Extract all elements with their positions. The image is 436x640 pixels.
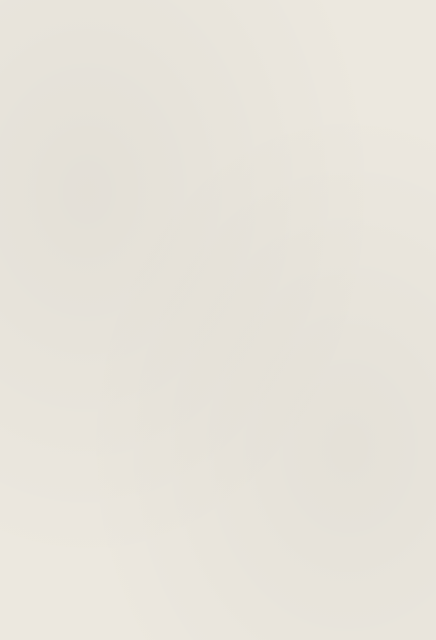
text-block-lower-left <box>22 316 222 632</box>
text-block-lower-right <box>228 316 406 632</box>
text-block-upper-left <box>22 10 222 308</box>
text-block-upper-right <box>228 10 406 308</box>
